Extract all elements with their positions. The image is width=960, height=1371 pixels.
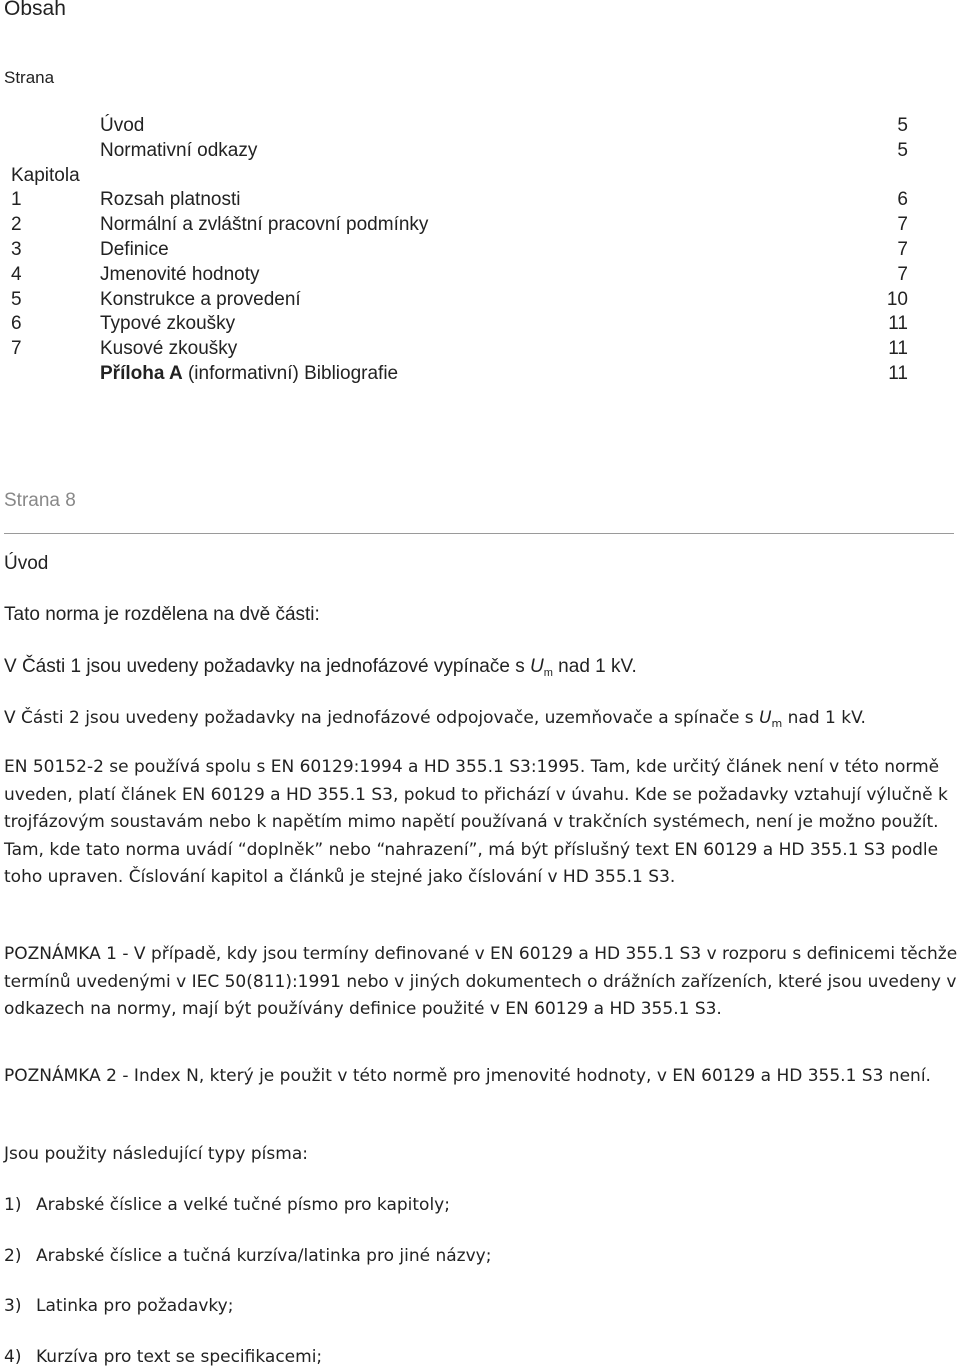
- toc-row[interactable]: [0, 139, 960, 164]
- toc-title: Normální a zvláštní pracovní podmínky: [100, 214, 429, 236]
- toc-title: Úvod: [100, 115, 145, 136]
- toc-page: 5: [897, 115, 908, 136]
- list-item: [4, 1245, 491, 1267]
- part2-text: V Části 2 jsou uvedeny požadavky na jednofázové odpojovače, uzemňovače a spínače s: [4, 708, 760, 728]
- toc-row[interactable]: [0, 337, 960, 362]
- toc-page: 11: [888, 362, 908, 384]
- um-symbol: U: [530, 656, 544, 677]
- toc-page: 6: [897, 189, 908, 211]
- list-item: [4, 1346, 322, 1368]
- list-item-number: 3): [4, 1296, 22, 1316]
- toc-number: 4: [11, 263, 22, 285]
- list-item-number: 4): [4, 1347, 22, 1367]
- toc-number: 3: [11, 238, 22, 260]
- toc-row[interactable]: [0, 312, 960, 337]
- toc-kapitola-header: [0, 164, 960, 189]
- toc-number: 7: [11, 338, 22, 360]
- appendix-title: (informativní) Bibliografie: [182, 362, 399, 384]
- list-item-number: 1): [4, 1195, 22, 1215]
- toc-title: Jmenovité hodnoty: [100, 263, 260, 285]
- page-title: Obsah: [4, 0, 66, 20]
- toc-number: Kapitola: [11, 164, 80, 186]
- toc-title: Rozsah platnosti: [100, 189, 241, 211]
- part2-paragraph: [4, 706, 866, 736]
- main-paragraph: EN 50152-2 se používá spolu s EN 60129:1994 a HD 355.1 S3:1995. Tam, kde určitý článek není v této normě uveden, platí článek EN 60129 a HD 355.1 S3, pokud to přichází v úvahu. Kde se požadavky vztahují výlučně k trojfázovým soustavám nebo k napětím mimo napětí používaná v trakčních systémech, není je možno použít. Tam, kde tato norma uvádí “doplněk” nebo “nahrazení”, má být příslušný text EN 60129 a HD 355.1 S3 podle toho upraven. Číslování kapitol a článků je stejné jako číslování v HD 355.1 S3.: [4, 757, 948, 887]
- appendix-label: Příloha A: [100, 362, 183, 384]
- section-heading: Úvod: [4, 553, 49, 574]
- list-item: [4, 1194, 450, 1216]
- toc-page: 7: [897, 263, 908, 285]
- toc-row-appendix[interactable]: [0, 362, 960, 387]
- list-item-text: Arabské číslice a tučná kurzíva/latinka pro jiné názvy;: [36, 1246, 492, 1266]
- list-item: [4, 1295, 233, 1317]
- list-item-text: Kurzíva pro text se specifikacemi;: [36, 1347, 323, 1367]
- toc-page: 10: [886, 288, 908, 310]
- toc-number: 5: [11, 288, 22, 310]
- toc-row[interactable]: [0, 263, 960, 288]
- page-divider: [4, 533, 954, 534]
- toc-title: Typové zkoušky: [100, 313, 236, 335]
- toc-page: 11: [888, 313, 908, 335]
- font-types-intro: Jsou použity následující typy písma:: [4, 1144, 308, 1164]
- list-item-number: 2): [4, 1246, 22, 1266]
- toc-title: Kusové zkoušky: [100, 338, 238, 360]
- toc-title: [100, 362, 398, 386]
- page-number-label: Strana 8: [4, 490, 76, 511]
- strana-column-label: Strana: [4, 68, 55, 87]
- toc-number: 2: [11, 214, 22, 236]
- toc-title: Normativní odkazy: [100, 139, 258, 161]
- toc-title: Definice: [100, 238, 169, 260]
- toc-page: 5: [897, 139, 908, 161]
- part2-text-end: nad 1 kV.: [782, 708, 866, 728]
- toc-page: 11: [888, 338, 908, 360]
- toc-row[interactable]: [0, 114, 960, 139]
- part1-text-end: nad 1 kV.: [552, 656, 637, 677]
- list-item-text: Latinka pro požadavky;: [36, 1296, 234, 1316]
- toc-row[interactable]: [0, 213, 960, 238]
- note-2: POZNÁMKA 2 - Index N, který je použit v této normě pro jmenovité hodnoty, v EN 60129 a HD 355.1 S3 není.: [4, 1066, 931, 1086]
- um-subscript: m: [771, 717, 783, 730]
- part1-text: V Části 1 jsou uvedeny požadavky na jednofázové vypínače s: [4, 656, 530, 677]
- intro-paragraph: Tato norma je rozdělena na dvě části:: [4, 604, 320, 625]
- um-symbol: U: [759, 708, 772, 728]
- um-subscript: m: [543, 667, 553, 679]
- toc-page: 7: [897, 238, 908, 260]
- part1-paragraph: [4, 655, 637, 685]
- toc-row[interactable]: [0, 288, 960, 313]
- note-1: POZNÁMKA 1 - V případě, kdy jsou termíny definované v EN 60129 a HD 355.1 S3 v rozporu s definicemi těchže termínů uvedenými v IEC 50(811):1991 nebo v jiných dokumentech o drážních zařízeních, které jsou uvedeny v odkazech na normy, mají být používány definice použité v EN 60129 a HD 355.1 S3.: [4, 944, 958, 1019]
- toc-title: Konstrukce a provedení: [100, 288, 301, 310]
- toc-row[interactable]: [0, 238, 960, 263]
- list-item-text: Arabské číslice a velké tučné písmo pro kapitoly;: [36, 1195, 450, 1215]
- toc-number: 1: [11, 189, 22, 211]
- toc-row[interactable]: [0, 188, 960, 213]
- table-of-contents: [0, 114, 960, 387]
- toc-number: 6: [11, 313, 22, 335]
- toc-page: 7: [897, 214, 908, 236]
